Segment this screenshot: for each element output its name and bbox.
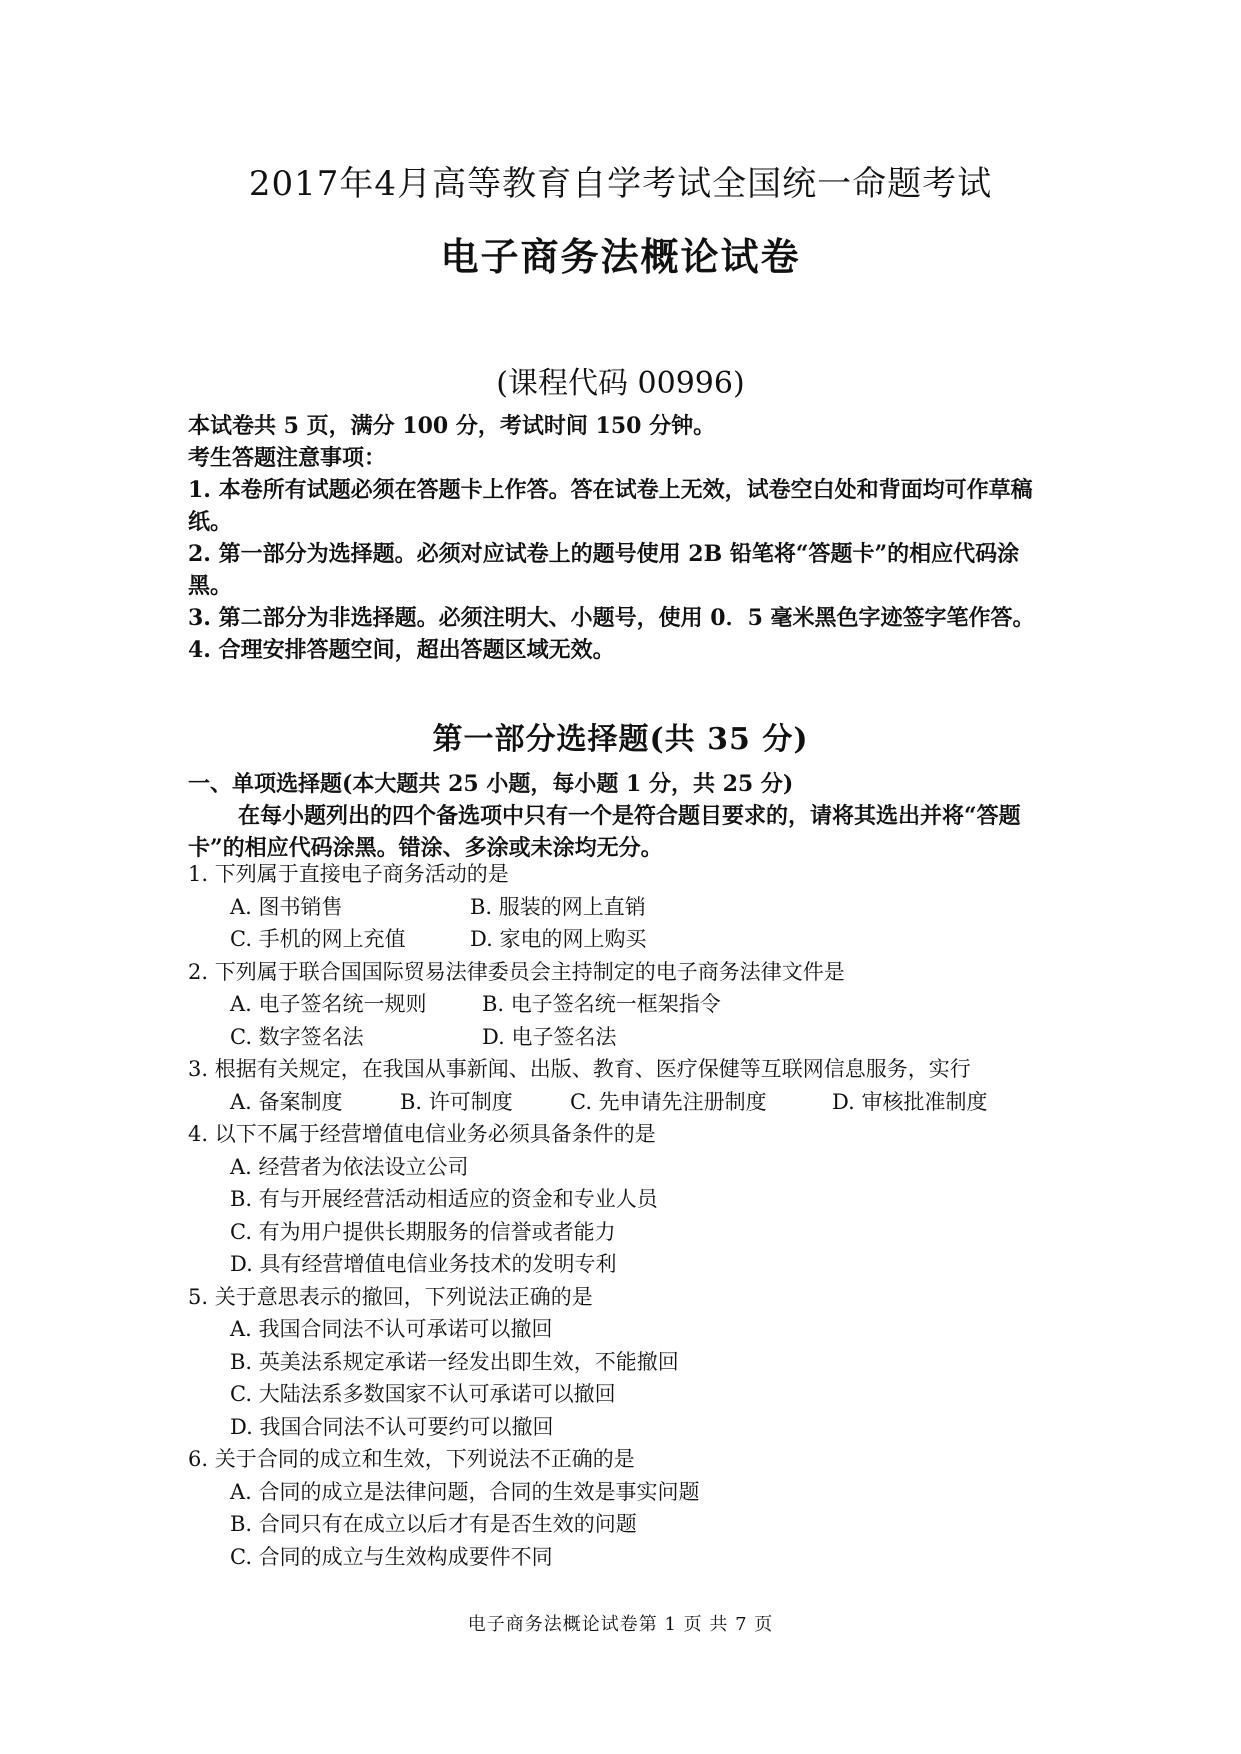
option-row xyxy=(188,1151,1068,1184)
page-footer: 电子商务法概论试卷第 1 页 共 7 页 xyxy=(467,1614,774,1635)
option: A. 经营者为依法设立公司 xyxy=(230,1154,469,1179)
option: D. 家电的网上购买 xyxy=(470,927,647,951)
option: B. 电子签名统一框架指令 xyxy=(482,992,721,1016)
notes-item: 1. 本卷所有试题必须在答题卡上作答。答在试卷上无效，试卷空白处和背面均可作草稿纸。 xyxy=(188,477,1033,535)
option: A. 备案制度 xyxy=(230,1089,343,1114)
option: C. 手机的网上充值 xyxy=(230,927,406,951)
option: A. 电子签名统一规则 xyxy=(230,992,427,1016)
option-row xyxy=(188,1183,1068,1216)
option: D. 具有经营增值电信业务技术的发明专利 xyxy=(230,1252,617,1276)
option: B. 服装的网上直销 xyxy=(470,894,646,919)
option: B. 许可制度 xyxy=(400,1089,513,1114)
option: B. 有与开展经营活动相适应的资金和专业人员 xyxy=(230,1187,658,1211)
option-row xyxy=(188,988,1068,1021)
option-row xyxy=(188,923,1068,956)
option: C. 合同的成立与生效构成要件不同 xyxy=(230,1544,553,1569)
option: C. 大陆法系多数国家不认可承诺可以撤回 xyxy=(230,1382,616,1406)
question-stem: 4. 以下不属于经营增值电信业务必须具备条件的是 xyxy=(188,1122,656,1146)
question-stem: 5. 关于意思表示的撤回，下列说法正确的是 xyxy=(188,1284,593,1309)
option: B. 合同只有在成立以后才有是否生效的问题 xyxy=(230,1512,637,1536)
option: A. 我国合同法不认可承诺可以撤回 xyxy=(230,1317,553,1341)
question-stem: 6. 关于合同的成立和生效，下列说法不正确的是 xyxy=(188,1447,635,1471)
option: C. 先申请先注册制度 xyxy=(570,1089,767,1114)
notes-item: 3. 第二部分为非选择题。必须注明大、小题号，使用 0．5 毫米黑色字迹签字笔作答。 xyxy=(188,605,1035,631)
section-header xyxy=(188,768,1058,864)
option-row xyxy=(188,1346,1068,1379)
option: A. 合同的成立是法律问题，合同的生效是事实问题 xyxy=(230,1479,700,1504)
option-row xyxy=(188,1508,1068,1541)
option-row xyxy=(188,1021,1068,1054)
question-stem: 1. 下列属于直接电子商务活动的是 xyxy=(188,862,509,886)
option-row xyxy=(188,1086,1068,1119)
option-row xyxy=(188,1541,1068,1574)
option-row xyxy=(188,1248,1068,1281)
notes-heading: 考生答题注意事项： xyxy=(188,445,387,471)
option: B. 英美法系规定承诺一经发出即生效，不能撤回 xyxy=(230,1349,679,1374)
option: D. 审核批准制度 xyxy=(832,1089,988,1114)
option-row xyxy=(188,891,1068,924)
notes-item: 2. 第一部分为选择题。必须对应试卷上的题号使用 2B 铅笔将“答题卡”的相应代码涂黑。 xyxy=(188,541,1020,599)
option: D. 电子签名法 xyxy=(482,1024,617,1049)
course-code: (课程代码 00996) xyxy=(496,366,745,401)
question-stem: 2. 下列属于联合国国际贸易法律委员会主持制定的电子商务法律文件是 xyxy=(188,959,845,984)
section-title: 一、单项选择题(本大题共 25 小题，每小题 1 分，共 25 分) xyxy=(188,771,794,797)
paper-title: 电子商务法概论试卷 xyxy=(440,234,801,279)
option-row xyxy=(188,1411,1068,1444)
question-stem: 3. 根据有关规定，在我国从事新闻、出版、教育、医疗保健等互联网信息服务，实行 xyxy=(188,1057,971,1081)
option-row xyxy=(188,1378,1068,1411)
option-row xyxy=(188,1313,1068,1346)
option: A. 图书销售 xyxy=(230,894,343,919)
notes-item: 4. 合理安排答题空间，超出答题区域无效。 xyxy=(188,637,615,663)
notes-summary: 本试卷共 5 页，满分 100 分，考试时间 150 分钟。 xyxy=(188,413,716,439)
section-instruction: 在每小题列出的四个备选项中只有一个是符合题目要求的，请将其选出并将“答题卡”的相应代码涂黑。错涂、多涂或未涂均无分。 xyxy=(188,803,1021,861)
option-row xyxy=(188,1216,1068,1249)
exam-notes xyxy=(188,410,1058,666)
option: C. 数字签名法 xyxy=(230,1024,364,1049)
question-list xyxy=(188,858,1068,1573)
option: D. 我国合同法不认可要约可以撤回 xyxy=(230,1414,554,1439)
option: C. 有为用户提供长期服务的信誉或者能力 xyxy=(230,1219,616,1244)
part-title: 第一部分选择题(共 35 分) xyxy=(432,722,809,757)
exam-title: 2017年4月高等教育自学考试全国统一命题考试 xyxy=(248,164,993,204)
option-row xyxy=(188,1476,1068,1509)
